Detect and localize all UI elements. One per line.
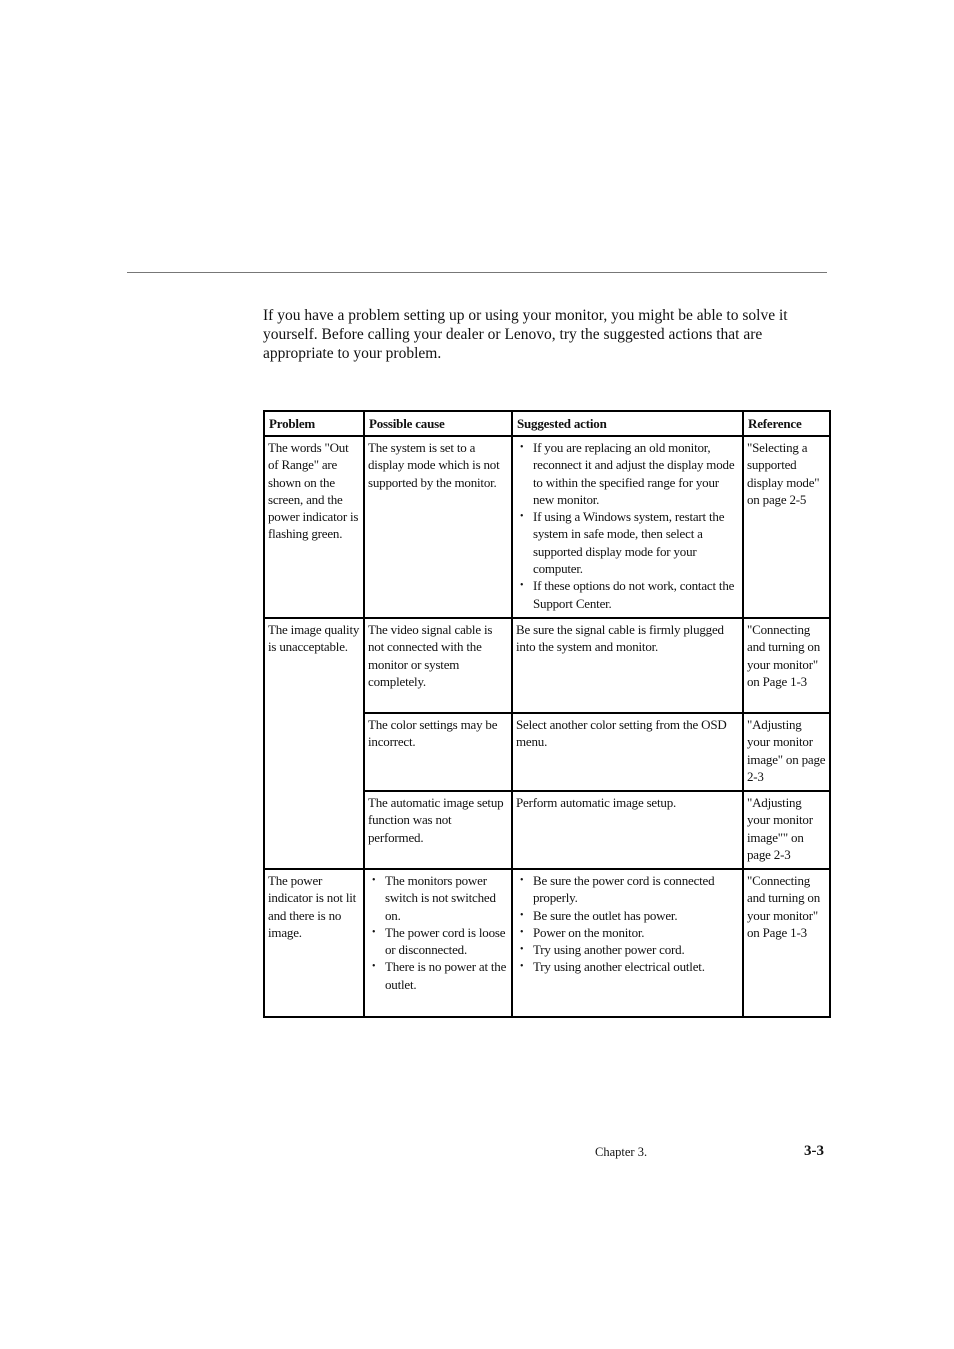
list-item: • If these options do not work, contact the Support Center. xyxy=(516,577,739,612)
table-header-row xyxy=(264,411,830,436)
reference-cell: "Adjusting your monitor image" on page 2-3 xyxy=(743,713,830,791)
list-item: • The monitors power switch is not switched on. xyxy=(368,872,508,924)
header-possible-cause: Possible cause xyxy=(364,411,512,436)
cause-cell xyxy=(364,869,512,1017)
reference-cell: "Selecting a supported display mode" on page 2-5 xyxy=(743,436,830,618)
list-item: • The power cord is loose or disconnected. xyxy=(368,924,508,959)
list-item: • If using a Windows system, restart the system in safe mode, then select a supported display mode for your computer. xyxy=(516,508,739,577)
list-item: • Try using another electrical outlet. xyxy=(516,958,739,975)
list-item: • Be sure the power cord is connected properly. xyxy=(516,872,739,907)
list-item: • Power on the monitor. xyxy=(516,924,739,941)
reference-cell: "Connecting and turning on your monitor" on Page 1-3 xyxy=(743,618,830,713)
header-suggested-action: Suggested action xyxy=(512,411,743,436)
action-cell: Be sure the signal cable is firmly plugged into the system and monitor. xyxy=(512,618,743,713)
intro-paragraph: If you have a problem setting up or using your monitor, you might be able to solve it yourself. Before calling your dealer or Lenovo, try the suggested actions that are appropriate to your problem. xyxy=(263,307,788,362)
header-problem: Problem xyxy=(264,411,364,436)
list-item: • If you are replacing an old monitor, reconnect it and adjust the display mode to within the specified range for your new monitor. xyxy=(516,439,739,508)
troubleshooting-table xyxy=(263,410,831,1018)
list-item: • Be sure the outlet has power. xyxy=(516,907,739,924)
table-row xyxy=(264,869,830,1017)
cause-cell: The automatic image setup function was not performed. xyxy=(364,791,512,869)
action-cell xyxy=(512,869,743,1017)
action-cell xyxy=(512,436,743,618)
top-rule xyxy=(127,272,827,273)
table-row xyxy=(264,436,830,618)
cause-cell: The video signal cable is not connected with the monitor or system completely. xyxy=(364,618,512,713)
reference-cell: "Connecting and turning on your monitor" on Page 1-3 xyxy=(743,869,830,1017)
cause-cell: The system is set to a display mode which is not supported by the monitor. xyxy=(364,436,512,618)
problem-cell: The image quality is unacceptable. xyxy=(264,618,364,869)
action-cell: Select another color setting from the OSD menu. xyxy=(512,713,743,791)
action-cell: Perform automatic image setup. xyxy=(512,791,743,869)
problem-cell: The power indicator is not lit and there is no image. xyxy=(264,869,364,1017)
reference-cell: "Adjusting your monitor image"" on page 2-3 xyxy=(743,791,830,869)
list-item: • There is no power at the outlet. xyxy=(368,958,508,993)
footer-chapter: Chapter 3. xyxy=(595,1145,648,1159)
list-item: • Try using another power cord. xyxy=(516,941,739,958)
table-row xyxy=(264,618,830,713)
problem-cell: The words "Out of Range" are shown on the screen, and the power indicator is flashing green. xyxy=(264,436,364,618)
page-number: 3-3 xyxy=(804,1143,824,1159)
header-reference: Reference xyxy=(743,411,830,436)
cause-cell: The color settings may be incorrect. xyxy=(364,713,512,791)
